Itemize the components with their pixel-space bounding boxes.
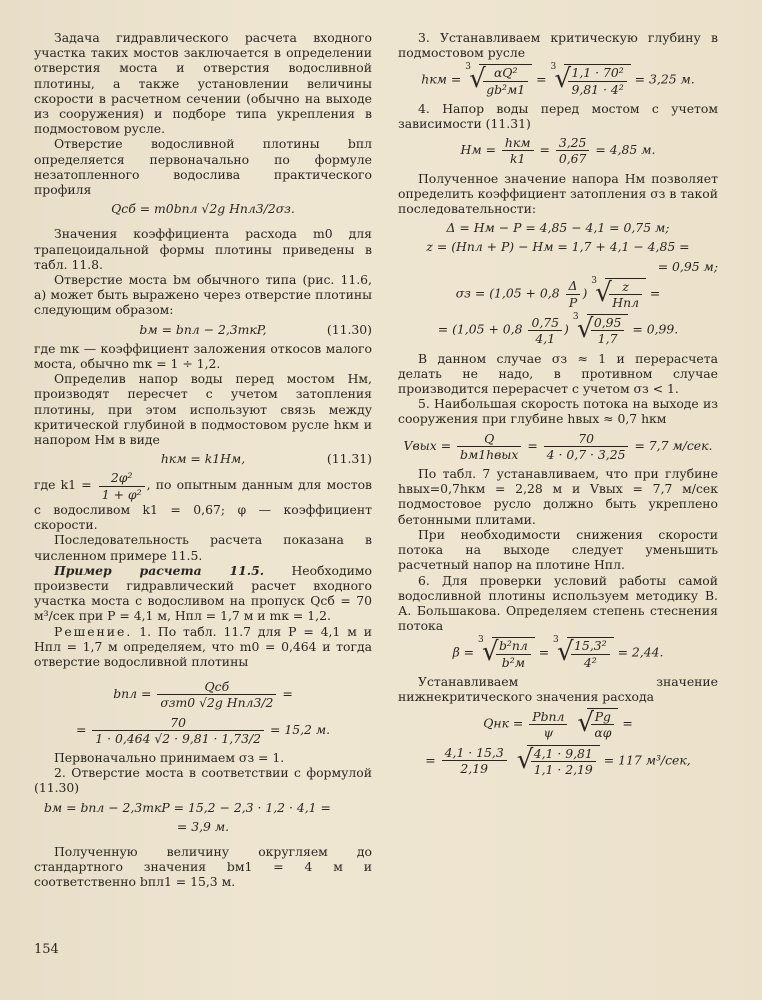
formula-delta: Δ = Hм − P = 4,85 − 4,1 = 0,75 м; [446,220,670,236]
formula-sigma-value: = (1,05 + 0,8 $\frac{0,75}{4,1}$ ) 3 √ $\frac{0,95}{1,7}$ = 0,99. [437,312,679,347]
left-column [34,30,372,890]
cube-root: 3 √ αQ² gb²м1 [465,64,532,96]
paragraph: Полученную величину округляем до стандартного значения bм1 = 4 м и соответственно bпл1 = 15,3 м. [34,843,372,890]
paragraph: 2. Отверстие моста в соответствии с формулой (11.30) [34,765,372,796]
formula-bpl-value: = $\frac{70}{1 \cdot 0,464 √2 \cdot 9,81 \cdot 1,73/2}$ = 15,2 м. [75,714,331,746]
formula-vout: Vвых = Q bм1hвых = $\frac{70}{4 \cdot 0,7 \cdot 3,25}$ = 7,7 м/сек. [403,430,713,462]
paragraph: Значения коэффициента расхода m0 для трапецоидальной формы плотины приведены в табл. 11.8. [34,226,372,272]
formula-11-31: hкм = k1Hм, (11.31) [160,451,372,467]
formula-z-result: = 0,95 м; [657,258,718,274]
paragraph: где mк — коэффициент заложения откосов малого моста, обычно mк = 1 ÷ 1,2. [34,340,372,372]
formula-qnk: Qнк = Pbпл ψ √ $\frac{Pg}{\alpha\varphi}$ = [483,708,633,741]
paragraph: 3. Устанавливаем критическую глубину в подмостовом русле [398,30,718,61]
fraction: Qсб σзm0 √2g Hпл3/2 [157,679,276,710]
formula-bpl: bпл = Qсб σзm0 √2g Hпл3/2 = [113,679,293,711]
page-number: 154 [34,942,59,957]
formula-bm-result: = 3,9 м. [176,818,230,834]
example-paragraph: Пример расчета 11.5. Необходимо произвести гидравлический расчет входного участка моста с водосливом на пропуск Qсб = 70 м³/сек при P = 4,1 м, Hпл = 1,7 м и mк = 1,2. [34,562,372,624]
paragraph: Задача гидравлического расчета входного участка таких мостов заключается в определении отверстия моста и отверстия водосливной плотины, а также установлении величины скорости в расчетном сечении (обычно на выходе из сооружения) и подборе типа укрепления в подмостовом русле. [34,30,372,137]
solution-paragraph: Решение. 1. По табл. 11.7 для P = 4,1 м и Hпл = 1,7 м определяем, что m0 = 0,464 и тогда отверстие водосливной плотины [34,623,372,669]
formula-beta: β = 3 √ b²пл b²м = 3 √ $\frac{\text{15,3²}}{\text{4²}}$ = 2,44. [452,635,664,670]
paragraph: 6. Для проверки условий работы самой водосливной плотины используем методику В. А. Большакова. Определяем степень стеснения потока [398,572,718,634]
paragraph: При необходимости снижения скорости потока на выходе следует уменьшить расчетный напор на плотине Hпл. [398,526,718,573]
paragraph: В данном случае σз ≈ 1 и перерасчета делать не надо, в противном случае производится перерасчет с учетом σз < 1. [398,350,718,397]
formula-sigma: σз = (1,05 + 0,8 $\frac{\Delta}{P}$ ) 3 √ z Hпл = [455,275,661,311]
formula-bm: bм = bпл − 2,3mкP = 15,2 − 2,3 · 1,2 · 4,1 = [44,799,331,815]
fraction: $\frac{70}{1 \cdot 0,464 √2 \cdot 9,81 \cdot 1,73/2}$ [92,715,264,746]
paragraph: Определив напор воды перед мостом Hм, производят пересчет с учетом затопления плотины, при этом используют связь между критической глубиной в подмостовом русле hкм и напором Hм в виде [34,371,372,448]
equation-number: (11.30) [326,321,372,337]
cube-root: 3 √ $\frac{\text{1,1 · 70²}}{\text{9,81 · 4²}}$ [550,64,630,96]
formula-hm: Hм = hкм k1 = $\frac{3,25}{0,67}$ = 4,85 м. [460,135,656,167]
fraction: $\frac{\text{2φ²}}{\text{1 + φ²}}$ [99,470,145,501]
example-title: Пример расчета 11.5. [54,562,265,578]
paragraph: Отверстие моста bм обычного типа (рис. 11.6, а) может быть выражено через отверстие плотины следующим образом: [34,272,372,318]
paragraph: Первоначально принимаем σз = 1. [54,749,285,765]
paragraph: Отверстие водосливной плотины bпл определяется первоначально по формуле незатопленного водослива практического профиля [34,136,372,198]
paragraph: 5. Наибольшая скорость потока на выходе из сооружения при глубине hвых ≈ 0,7 hкм [398,396,718,427]
paragraph: Последовательность расчета показана в численном примере 11.5. [34,532,372,563]
paragraph: 4. Напор воды перед мостом с учетом зависимости (11.31) [398,100,718,132]
formula: Qсб = m0bпл √2g Hпл3/2σз. [111,201,295,217]
paragraph: По табл. 7 устанавливаем, что при глубине hвых=0,7hкм = 2,28 м и Vвых = 7,7 м/сек подмостовое русло должно быть укреплено бетонными плитами. [398,466,718,527]
formula-11-30: bм = bпл − 2,3mкP, (11.30) [139,321,372,337]
equation-number: (11.31) [326,451,372,467]
paragraph: где k1 = $\frac{\text{2φ²}}{\text{1 + φ²}}$ , по опытным данным для мостов с водосливом k1 = 0,67; φ — коэффициент скорости. [34,470,372,533]
solution-label: Решение. [54,623,133,639]
paragraph: Полученное значение напора Hм позволяет определить коэффициент затопления σз в такой последовательности: [398,170,718,217]
formula-z: z = (Hпл + P) − Hм = 1,7 + 4,1 − 4,85 = [426,239,690,255]
paragraph: Устанавливаем значение нижнекритического значения расхода [398,673,718,704]
formula-hkm: hкм = 3 √ αQ² gb²м1 = 3 √ $\frac{\text{1,1 · 70²}}{\text{9,81 · 4²}}$ = 3,25 м. [421,62,695,97]
formula-qnk-value: = $\frac{4,1 \cdot 15,3}{2,19}$ √ $\frac{4,1 \cdot 9,81}{1,1 \cdot 2,19}$ = 117 м³/сек, [425,744,691,777]
right-column [398,30,718,781]
